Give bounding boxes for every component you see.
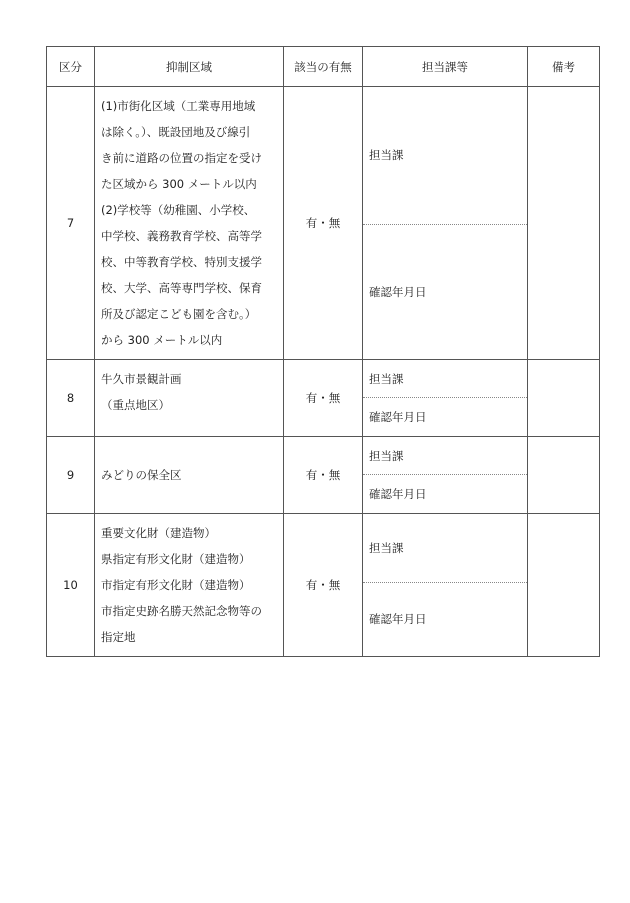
area-cell [95,514,284,657]
area-line: 所及び認定こども園を含む。） [101,307,257,321]
department-field[interactable]: 担当課 [363,514,528,583]
area-line: (1)市街化区域（工業専用地域 [101,99,256,113]
confirmation-date-field[interactable]: 確認年月日 [363,475,528,514]
table-row [47,87,600,225]
area-line: 県指定有形文化財（建造物） [101,552,251,566]
area-cell [95,87,284,360]
area-line: は除く。）、既設団地及び線引 [101,125,251,139]
confirmation-date-field[interactable]: 確認年月日 [363,224,528,359]
area-line: た区域から 300 メートル以内 [101,177,257,191]
applicable-cell[interactable]: 有・無 [284,360,363,437]
area-line: 指定地 [101,630,136,644]
applicable-cell[interactable]: 有・無 [284,437,363,514]
header-row [47,47,600,87]
area-line: みどりの保全区 [101,468,182,482]
area-line: （重点地区） [101,398,170,412]
table-row [47,437,600,475]
area-line: 中学校、義務教育学校、高等学 [101,229,262,243]
header-applicable: 該当の有無 [284,47,363,87]
department-field[interactable]: 担当課 [363,87,528,225]
table-row [47,514,600,583]
area-line: 校、中等教育学校、特別支援学 [101,255,262,269]
area-cell [95,360,284,437]
remarks-field[interactable] [528,360,600,437]
area-cell [95,437,284,514]
remarks-field[interactable] [528,514,600,657]
table-row [47,360,600,398]
remarks-field[interactable] [528,437,600,514]
area-line: 市指定史跡名勝天然記念物等の [101,604,262,618]
area-line: から 300 メートル以内 [101,333,223,347]
area-line: 市指定有形文化財（建造物） [101,578,251,592]
row-number: 8 [47,360,95,437]
header-department: 担当課等 [363,47,528,87]
row-number: 10 [47,514,95,657]
area-line: (2)学校等（幼稚園、小学校、 [101,203,256,217]
header-remarks: 備考 [528,47,600,87]
suppression-area-table [46,46,600,657]
area-line: き前に道路の位置の指定を受け [101,151,262,165]
row-number: 7 [47,87,95,360]
department-field[interactable]: 担当課 [363,437,528,475]
applicable-cell[interactable]: 有・無 [284,87,363,360]
confirmation-date-field[interactable]: 確認年月日 [363,398,528,437]
remarks-field[interactable] [528,87,600,360]
confirmation-date-field[interactable]: 確認年月日 [363,582,528,656]
area-line: 牛久市景観計画 [101,372,182,386]
applicable-cell[interactable]: 有・無 [284,514,363,657]
department-field[interactable]: 担当課 [363,360,528,398]
area-line: 校、大学、高等専門学校、保育 [101,281,262,295]
area-line: 重要文化財（建造物） [101,526,216,540]
row-number: 9 [47,437,95,514]
header-category: 区分 [47,47,95,87]
header-area: 抑制区域 [95,47,284,87]
